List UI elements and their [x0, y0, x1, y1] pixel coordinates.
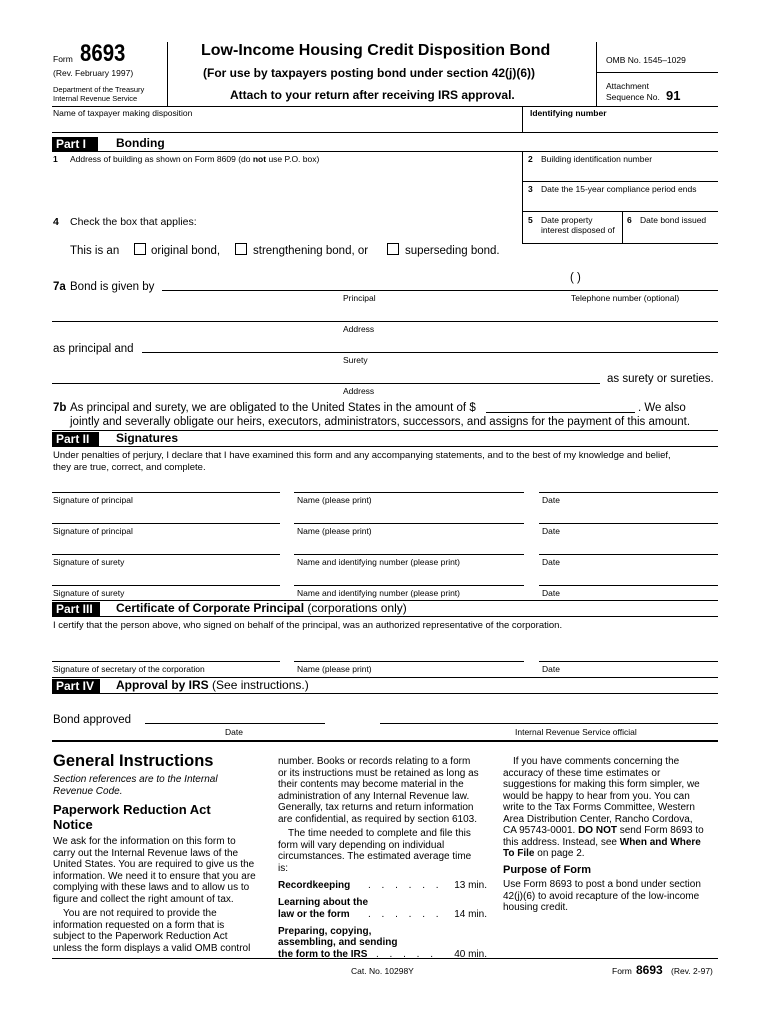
taxpayer-name-label: Name of taxpayer making disposition: [53, 108, 193, 118]
text-line: number. Books or records relating to a form: [278, 756, 471, 767]
instructions-column-1: [53, 752, 268, 954]
pra-paragraph-1: [53, 836, 268, 905]
text-line: The time needed to complete and file this: [288, 828, 471, 839]
as-surety-text: as surety or sureties.: [607, 373, 714, 385]
part-3-title: Certificate of Corporate Principal (corporations only): [116, 601, 407, 615]
line-7a-label: Bond is given by: [70, 281, 155, 293]
text-line: Use Form 8693 to post a bond under section: [503, 879, 701, 890]
line-1-label: Address of building as shown on Form 8609 (do not use P.O. box): [70, 154, 320, 164]
original-bond-checkbox[interactable]: [134, 243, 146, 255]
signature-caption: Signature of surety: [53, 557, 125, 567]
secretary-signature-field[interactable]: [52, 647, 280, 661]
signature-caption: Signature of surety: [53, 588, 125, 598]
text-line: form will vary depending on individual: [278, 839, 445, 851]
line-3-number: 3: [528, 184, 533, 194]
surety-name-print-field[interactable]: [294, 571, 524, 585]
text-line: their contents may become material in the: [278, 779, 464, 790]
section-references-2: Revenue Code.: [53, 785, 123, 797]
form-subtitle: (For use by taxpayers posting bond under section 42(j)(6)): [203, 66, 536, 80]
text-line: suggestions for making this form simpler, we: [503, 779, 700, 790]
name-caption: Name and identifying number (please print): [297, 557, 461, 567]
text-line: are confidential, as required by section 6103.: [278, 813, 478, 825]
principal-date-field[interactable]: [539, 509, 718, 523]
part-2-title: Signatures: [116, 431, 179, 445]
time-learning: Learning about the law or the form . . . . . . 14 min.: [278, 897, 487, 920]
purpose-paragraph: [503, 879, 718, 914]
line-7b-text-2: jointly and severally obligate our heirs, executors, administrators, successors, and assigns for the payment of this amount.: [70, 416, 691, 428]
text-line: United States. You are required to give us the: [53, 859, 255, 870]
principal-name-field[interactable]: [162, 276, 542, 290]
principal-caption: Principal: [343, 293, 376, 303]
text-line: figure and collect the right amount of tax.: [53, 893, 234, 905]
instructions-column-2: [278, 756, 493, 961]
telephone-caption: Telephone number (optional): [571, 293, 680, 303]
part-4-title: Approval by IRS (See instructions.): [116, 678, 309, 692]
form-title: Low-Income Housing Credit Disposition Bond: [201, 42, 551, 59]
line-3-label: Date the 15-year compliance period ends: [541, 184, 697, 194]
text-line: unless the form displays a valid OMB control: [53, 942, 251, 954]
form-number: 8693: [80, 40, 126, 67]
surety-signature-field[interactable]: [52, 571, 280, 585]
sequence-number: 91: [666, 88, 681, 103]
line-7b-number: 7b: [53, 402, 67, 414]
secretary-signature-caption: Signature of secretary of the corporation: [53, 664, 205, 674]
surety-date-field[interactable]: [539, 540, 718, 554]
general-instructions-heading: General Instructions: [53, 752, 214, 770]
bond-amount-field[interactable]: [486, 399, 635, 412]
name-caption: Name (please print): [297, 526, 372, 536]
principal-address-caption: Address: [343, 324, 375, 334]
approval-date-field[interactable]: [145, 708, 325, 723]
strengthening-bond-checkbox[interactable]: [235, 243, 247, 255]
surety-signature-field[interactable]: [52, 540, 280, 554]
attach-instruction: Attach to your return after receiving IRS approval.: [230, 88, 515, 102]
department-line-2: Internal Revenue Service: [53, 94, 138, 103]
line-7b-we-also: . We also: [638, 402, 686, 414]
taxpayer-name-field[interactable]: [52, 118, 522, 132]
text-line: would be happy to hear from you. You can: [503, 790, 690, 802]
line-4-label: Check the box that applies:: [70, 216, 197, 228]
as-principal-text: as principal and: [53, 343, 134, 355]
comments-paragraph: [503, 756, 718, 860]
perjury-statement-2: they are true, correct, and complete.: [53, 462, 206, 473]
signature-caption: Signature of principal: [53, 526, 133, 536]
this-is-an-text: This is an: [70, 245, 120, 257]
text-line: To File on page 2.: [503, 848, 585, 859]
phone-parentheses: ( ): [570, 272, 581, 284]
identifying-number-label: Identifying number: [530, 108, 607, 118]
part-2-badge: Part II: [52, 432, 99, 446]
part-1-badge: Part I: [52, 137, 98, 151]
original-bond-label: original bond,: [151, 245, 221, 257]
date-caption: Date: [542, 557, 560, 567]
secretary-date-field[interactable]: [539, 647, 718, 661]
text-line: CA 95743-0001. DO NOT send Form 8693 to: [503, 825, 704, 836]
text-line: subject to the Paperwork Reduction Act: [53, 931, 228, 942]
line-4-number: 4: [53, 216, 59, 228]
surety-address-field[interactable]: [52, 368, 600, 383]
principal-address-field[interactable]: [52, 306, 718, 321]
footer-form-word: Form: [612, 966, 632, 976]
signature-caption: Signature of principal: [53, 495, 133, 505]
line-7b-text-1: As principal and surety, we are obligated to the United States in the amount of $: [70, 402, 476, 414]
text-line: circumstances. The estimated average time: [278, 851, 472, 862]
principal-date-field[interactable]: [539, 478, 718, 492]
time-recordkeeping: Recordkeeping . . . . . . 13 min.: [278, 880, 487, 891]
surety-name-field[interactable]: [142, 337, 718, 352]
principal-signature-field[interactable]: [52, 509, 280, 523]
line-5-label-1: Date property: [541, 215, 593, 225]
text-line: accuracy of these time estimates or: [503, 767, 661, 779]
line-5-label-2: interest disposed of: [541, 225, 615, 235]
irs-official-caption: Internal Revenue Service official: [515, 727, 637, 737]
strengthening-bond-label: strengthening bond, or: [253, 245, 369, 257]
superseding-bond-label: superseding bond.: [405, 245, 500, 257]
pra-paragraph-2: [53, 908, 268, 954]
catalog-number: Cat. No. 10298Y: [351, 966, 414, 976]
principal-name-print-field[interactable]: [294, 509, 524, 523]
text-line: carry out the Internal Revenue laws of the: [53, 847, 239, 859]
secretary-date-caption: Date: [542, 664, 560, 674]
irs-official-field[interactable]: [380, 708, 718, 723]
text-line: 42(j)(6) to avoid recapture of the low-income: [503, 890, 700, 902]
sequence-label: Sequence No.: [606, 92, 660, 102]
omb-number: OMB No. 1545–1029: [606, 55, 686, 65]
name-caption: Name and identifying number (please print): [297, 588, 461, 598]
telephone-field[interactable]: [548, 276, 718, 290]
text-line: Area Distribution Center, Rancho Cordova,: [503, 813, 693, 825]
corporate-certification-text: I certify that the person above, who signed on behalf of the principal, was an authorized representative of the corporation.: [53, 620, 563, 631]
text-line: or its instructions must be retained as long as: [278, 767, 479, 779]
time-preparing: Preparing, copying, assembling, and sending the form to the IRS . . . . . 40 min.: [278, 925, 487, 960]
text-line: is:: [278, 862, 288, 874]
text-line: administration of any Internal Revenue law.: [278, 790, 470, 802]
text-line: We ask for the information on this form to: [53, 836, 236, 847]
text-line: complying with these laws and to allow us to: [53, 882, 250, 893]
part-1-title: Bonding: [116, 136, 165, 150]
principal-signature-field[interactable]: [52, 478, 280, 492]
principal-name-print-field[interactable]: [294, 478, 524, 492]
pra-heading-2: Notice: [53, 817, 93, 832]
line-6-number: 6: [627, 215, 632, 225]
date-caption: Date: [542, 495, 560, 505]
purpose-heading: Purpose of Form: [503, 863, 592, 876]
time-needed-paragraph: [278, 828, 493, 874]
records-paragraph: [278, 756, 493, 825]
secretary-name-field[interactable]: [294, 647, 524, 661]
line-2-label: Building identification number: [541, 154, 653, 164]
compliance-period-field[interactable]: [524, 195, 718, 209]
approval-date-caption: Date: [225, 727, 243, 737]
building-id-field[interactable]: [524, 165, 718, 179]
text-line: Generally, tax returns and return information: [278, 802, 474, 813]
text-line: information requested on a form that is: [53, 919, 225, 931]
surety-address-caption: Address: [343, 386, 375, 396]
surety-name-print-field[interactable]: [294, 540, 524, 554]
text-line: write to the Tax Forms Committee, Western: [503, 802, 695, 813]
section-references-1: Section references are to the Internal: [53, 774, 218, 785]
text-line: this address. Instead, see When and Where: [503, 836, 701, 848]
bond-approved-text: Bond approved: [53, 714, 132, 726]
line-1-number: 1: [53, 154, 58, 164]
text-line: You are not required to provide the: [63, 908, 217, 919]
part-3-badge: Part III: [52, 602, 100, 616]
secretary-name-caption: Name (please print): [297, 664, 372, 674]
footer-form-number: 8693: [636, 963, 663, 977]
text-line: information. We need it to ensure that you are: [53, 870, 256, 882]
line-7a-number: 7a: [53, 281, 66, 293]
form-word: Form: [53, 54, 73, 64]
revision-date: (Rev. February 1997): [53, 68, 134, 78]
surety-caption: Surety: [343, 355, 368, 365]
date-caption: Date: [542, 526, 560, 536]
date-caption: Date: [542, 588, 560, 598]
identifying-number-field[interactable]: [524, 118, 718, 132]
text-line: If you have comments concerning the: [513, 756, 680, 767]
superseding-bond-checkbox[interactable]: [387, 243, 399, 255]
department-line-1: Department of the Treasury: [53, 85, 145, 94]
part-4-badge: Part IV: [52, 679, 100, 693]
line-6-label: Date bond issued: [640, 215, 707, 225]
instructions-column-3: [503, 756, 718, 914]
building-address-field[interactable]: [52, 165, 522, 211]
line-2-number: 2: [528, 154, 533, 164]
footer-revision: (Rev. 2-97): [671, 966, 713, 976]
text-line: housing credit.: [503, 902, 569, 913]
name-caption: Name (please print): [297, 495, 372, 505]
line-5-number: 5: [528, 215, 533, 225]
surety-date-field[interactable]: [539, 571, 718, 585]
pra-heading-1: Paperwork Reduction Act: [53, 802, 211, 817]
attachment-label: Attachment: [606, 81, 649, 91]
perjury-statement-1: Under penalties of perjury, I declare that I have examined this form and any accompanying statements, and to the best of my knowledge and belief,: [53, 450, 671, 461]
